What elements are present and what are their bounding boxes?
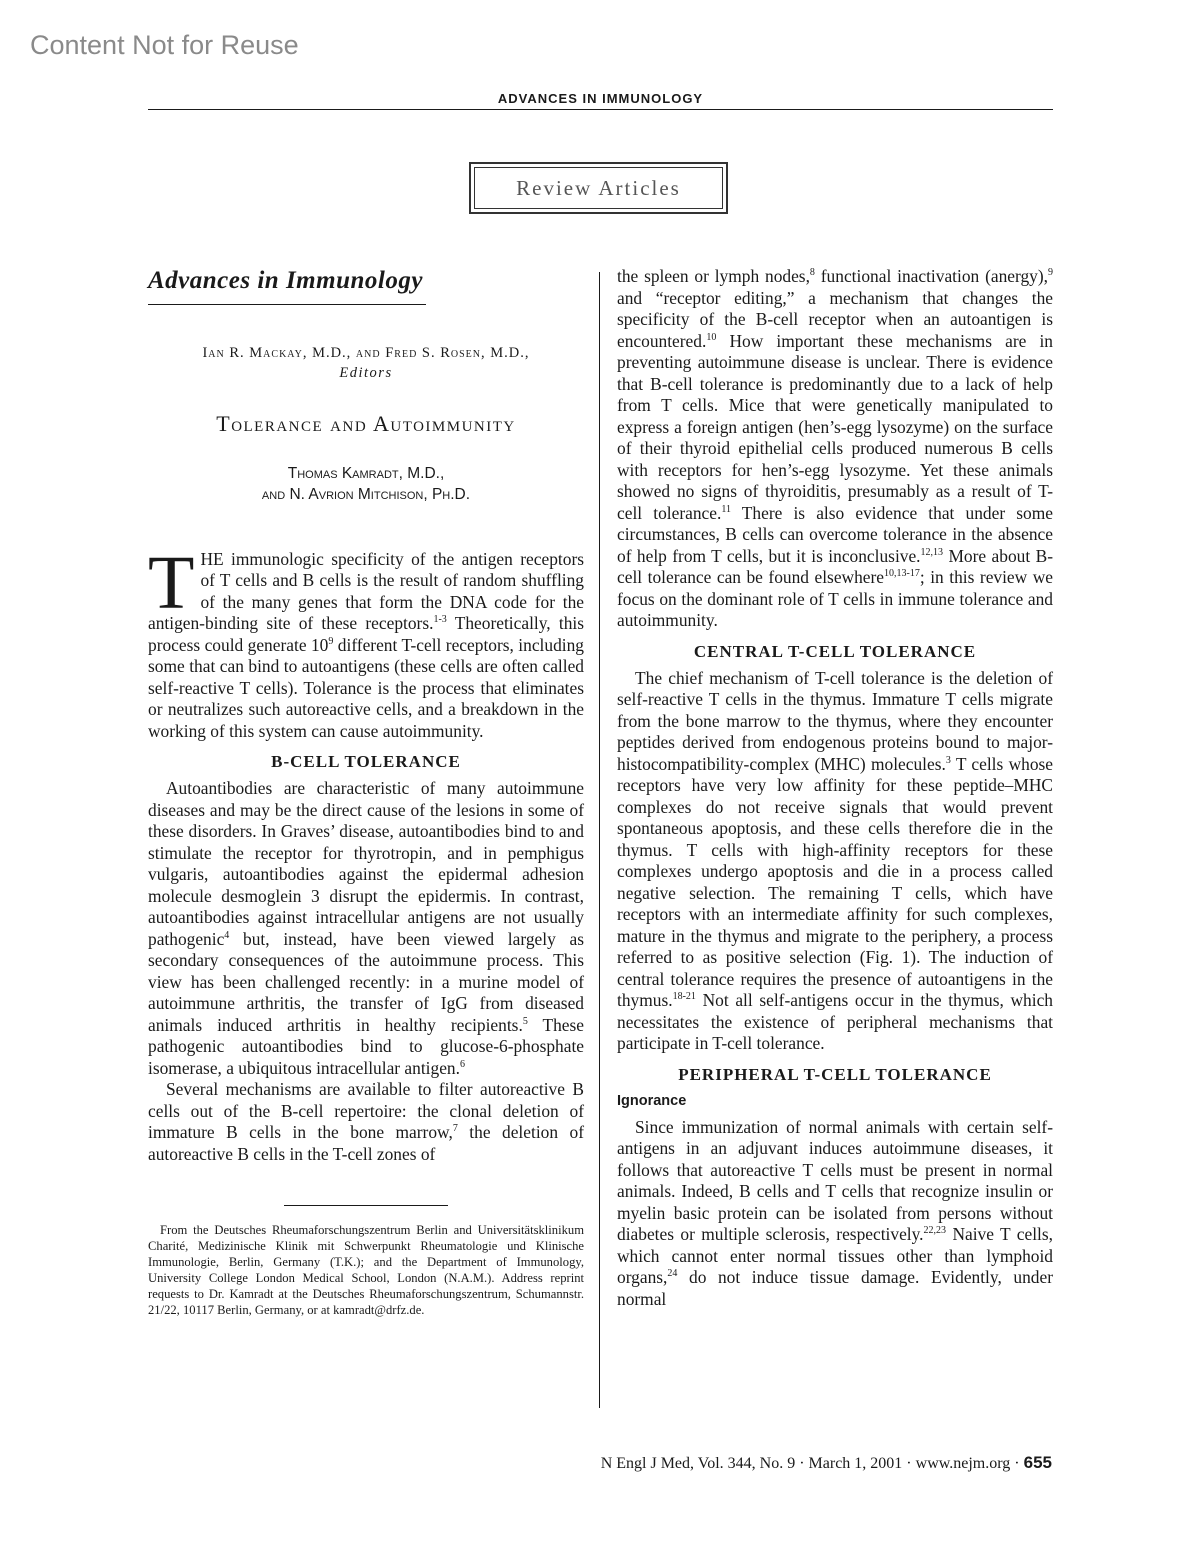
running-head: ADVANCES IN IMMUNOLOGY <box>497 91 704 106</box>
citation: N Engl J Med, Vol. 344, No. 9 · March 1, 2001 · www.nejm.org · <box>600 1455 1020 1472</box>
page-footer <box>601 1453 1052 1473</box>
heading-central-t-cell-tolerance: CENTRAL T-CELL TOLERANCE <box>693 641 977 661</box>
editors-line: Ian R. Mackay, M.D., and Fred S. Rosen, M.D., <box>202 345 530 361</box>
running-head-rule <box>148 109 1053 110</box>
drop-cap: T <box>148 540 195 625</box>
intro-text: HE immunologic specificity of the antigen receptors of T cells and B cells is the result of random shuffling of the many genes that form the DNA code for the antigen-binding site of these receptors.$^{1-3}$ Theoretically, this process could generate $10^9$ different T-cell receptors, including some that can bind to autoantigens (these cells are often called self-reactive T cells). Tolerance is the process that eliminates or neutralizes such autoreactive cells, and a breakdown in the working of this system can cause autoimmunity. <box>148 548 584 741</box>
series-title-rule <box>148 304 426 305</box>
subheading-ignorance: Ignorance <box>617 1092 687 1109</box>
left-column <box>148 266 584 1318</box>
intro-paragraph <box>148 540 584 743</box>
series-title: Advances in Immunology <box>148 267 423 294</box>
footnote-rule <box>284 1205 448 1206</box>
right-column <box>617 266 1053 1310</box>
authors <box>148 463 584 505</box>
central-tolerance-paragraph: The chief mechanism of T-cell tolerance is the deletion of self-reactive T cells in the thymus. Immature T cells migrate from the bone marrow to the thymus, where they encounter peptides derived from endogenous proteins bound to major-histocompatibility-complex (MHC) molecules.$^3$ T cells whose receptors have very low affinity for these peptide–MHC complexes do not receive signals that would prevent spontaneous apoptosis, and these cells therefore die in the thymus. T cells with high-affinity receptors for these complexes undergo apoptosis and die in a process called negative selection. The remaining T cells, which have receptors with an intermediate affinity for such complexes, mature in the thymus and migrate to the periphery, a process referred to as positive selection (Fig. 1). The induction of central tolerance requires the presence of autoantigens in the thymus.$^{18-21}$ Not all self-antigens occur in the thymus, which necessitates the existence of peripheral mechanisms that participate in T-cell tolerance. <box>617 667 1054 1053</box>
article-title: Tolerance and Autoimmunity <box>216 411 516 436</box>
authors-line-1: Thomas Kamradt, M.D., <box>287 464 445 482</box>
page-number: 655 <box>1023 1453 1052 1472</box>
author-affiliation-footnote: From the Deutsches Rheumaforschungszentrum Berlin and Universitätsklinikum Charité, Medizinische Klinik mit Schwerpunkt Rheumatologie und Klinische Immunologie, Berlin, Germany (T.K.); and the Department of Immunology, University College London Medical School, London (N.A.M.). Address reprint requests to Dr. Kamradt at the Deutsches Rheumaforschungszentrum, Schumannstr. 21/22, 10117 Berlin, Germany, or at kamradt@drfz.de. <box>148 1223 584 1317</box>
editors-role: Editors <box>339 365 393 381</box>
b-cell-paragraph-continued: the spleen or lymph nodes,$^8$ functional inactivation (anergy),$^9$ and “receptor editing,” a mechanism that changes the specificity of the B-cell receptor when an autoantigen is encountered.$^{10}$ How important these mechanisms are in preventing autoimmune disease is unclear. There is evidence that B-cell tolerance is predominantly due to a lack of help from T cells. Mice that were genetically manipulated to express a foreign antigen (hen’s-egg lysozyme) on the surface of their thyroid epithelial cells produced numerous B cells with receptors for hen’s-egg lysozyme. Yet these animals showed no signs of thyroiditis, presumably as a result of T-cell tolerance.$^{11}$ There is also evidence that under some circumstances, B cells can overcome tolerance in the absence of help from T cells, but it is inconclusive.$^{12,13}$ More about B-cell tolerance can be found elsewhere$^{10,13-17}$; in this review we focus on the dominant role of T cells in immune tolerance and autoimmunity. <box>617 266 1054 630</box>
heading-peripheral-t-cell-tolerance: PERIPHERAL T-CELL TOLERANCE <box>678 1064 992 1084</box>
section-label-box <box>469 162 728 214</box>
b-cell-paragraph-2: Several mechanisms are available to filter autoreactive B cells out of the B-cell repertoire: the clonal deletion of immature B cells in the bone marrow,$^7$ the deletion of autoreactive B cells in the T-cell zones of <box>148 1079 584 1164</box>
watermark: Content Not for Reuse <box>30 30 299 60</box>
section-label: Review Articles <box>474 167 723 209</box>
b-cell-paragraph-1: Autoantibodies are characteristic of many autoimmune diseases and may be the direct cause of the lesions in some of these disorders. In Graves’ disease, autoantibodies bind to and stimulate the receptor for thyrotropin, and in pemphigus vulgaris, autoantibodies against the epidermal adhesion molecule desmoglein 3 disrupt the epidermis. In contrast, autoantibodies against intracellular antigens are not usually pathogenic$^4$ but, instead, have been viewed largely as secondary consequences of the autoimmune process. This view has been challenged recently: in a murine model of autoimmune arthritis, the transfer of IgG from diseased animals induced arthritis in healthy recipients.$^5$ These pathogenic autoantibodies bind to glucose-6-phosphate isomerase, a ubiquitous intracellular antigen.$^6$ <box>148 778 585 1078</box>
heading-b-cell-tolerance: B-CELL TOLERANCE <box>271 752 461 771</box>
ignorance-paragraph: Since immunization of normal animals with certain self-antigens in an adjuvant induces autoimmune diseases, it follows that autoreactive T cells must be present in normal animals. Indeed, B cells and T cells that recognize insulin or myelin basic protein can be isolated from persons without diabetes or multiple sclerosis, respectively.$^{22,23}$ Naive T cells, which cannot enter normal tissues other than lymphoid organs,$^{24}$ do not induce tissue damage. Evidently, under normal <box>617 1116 1053 1309</box>
column-divider <box>599 272 600 1408</box>
authors-line-2: and N. Avrion Mitchison, Ph.D. <box>261 485 471 503</box>
editors <box>148 343 584 383</box>
